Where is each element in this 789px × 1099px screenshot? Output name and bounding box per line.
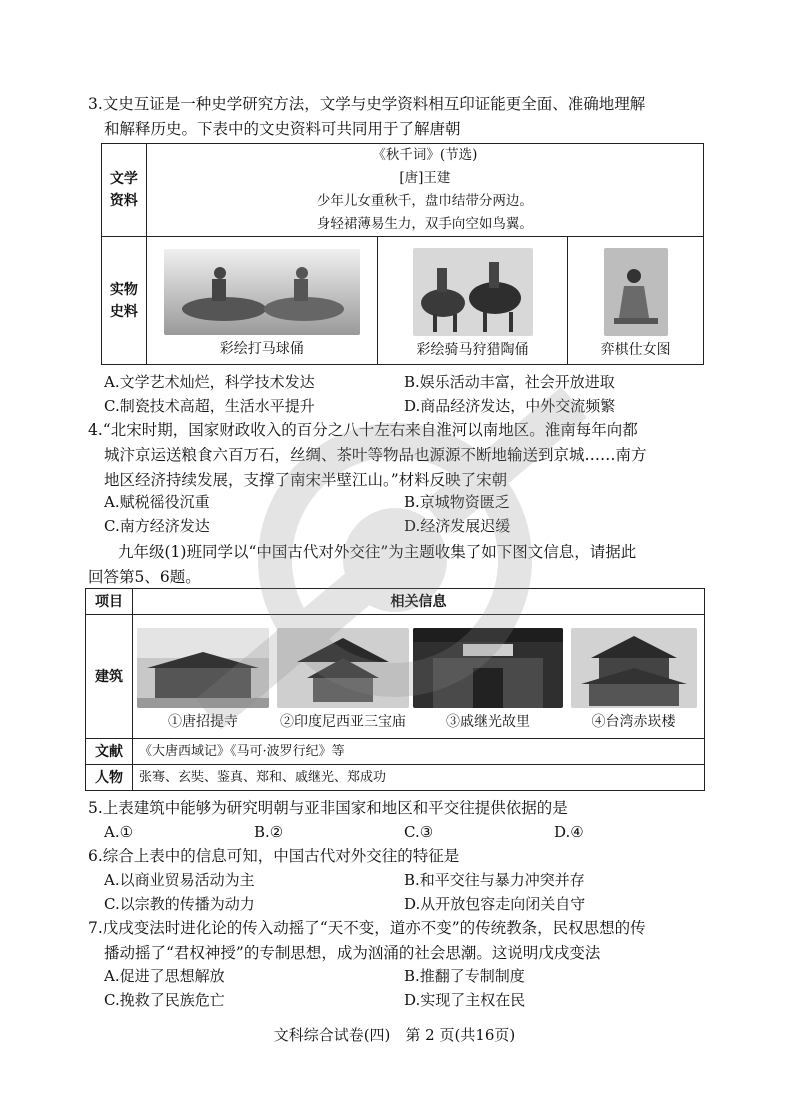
q3-stem-line1: 3.文史互证是一种史学研究方法，文学与史学资料相互印证能更全面、准确地理解 <box>88 95 646 113</box>
foreign-relations-table <box>85 588 705 791</box>
q4-line1: 4.“北宋时期，国家财政收入的百分之八十左右来自淮河以南地区。淮南每年向都 <box>88 421 638 439</box>
q5-6-intro <box>88 540 708 590</box>
toshodaiji-image <box>137 628 269 708</box>
building-4-caption: ④台湾赤崁楼 <box>591 713 676 730</box>
poem-title: 《秋千词》(节选) <box>372 147 478 163</box>
q3-material-table <box>101 143 704 365</box>
q7-line2: 播动摇了“君权神授”的专制思想，成为汹涌的社会思潮。这说明戊戌变法 <box>104 944 601 962</box>
q7-line1: 7.戊戌变法时进化论的传入动摇了“天不变，道亦不变”的传统教条，民权思想的传 <box>88 919 646 937</box>
artifact-1-cell <box>146 237 377 365</box>
fort-provintia-image <box>571 628 697 708</box>
q3-option-c[interactable]: C.制瓷技术高超，生活水平提升 <box>104 397 315 415</box>
building-3-cell <box>413 615 563 739</box>
q6-option-a[interactable]: A.以商业贸易活动为主 <box>104 871 255 889</box>
q4-option-a[interactable]: A.赋税徭役沉重 <box>104 493 210 511</box>
artifact-3-caption: 弈棋仕女图 <box>600 341 671 358</box>
q4-options <box>104 490 704 538</box>
q7-options <box>104 964 704 1012</box>
intro-line2: 回答第5、6题。 <box>88 568 201 586</box>
q6-options <box>104 868 704 916</box>
building-4-cell <box>563 615 705 739</box>
artifact-3-cell <box>568 237 704 365</box>
row-docs-label: 文献 <box>86 739 133 765</box>
row-building-label: 建筑 <box>86 615 133 739</box>
chess-lady-painting-image <box>604 248 668 336</box>
question-3-stem <box>88 92 708 142</box>
q3-option-d[interactable]: D.商品经济发达，中外交流频繁 <box>404 397 616 415</box>
building-1-caption: ①唐招提寺 <box>168 713 238 730</box>
q5-option-c[interactable]: C.③ <box>404 823 434 841</box>
question-7-stem <box>88 916 708 966</box>
building-2-caption: ②印度尼西亚三宝庙 <box>280 713 406 730</box>
q6-option-c[interactable]: C.以宗教的传播为动力 <box>104 895 255 913</box>
artifact-1-caption: 彩绘打马球俑 <box>219 340 304 357</box>
poem-author: [唐]王建 <box>399 170 451 186</box>
q3-options <box>104 370 704 418</box>
q5-option-a[interactable]: A.① <box>104 823 134 841</box>
q7-option-a[interactable]: A.促进了思想解放 <box>104 967 225 985</box>
row-people-label: 人物 <box>86 765 133 791</box>
q3-option-b[interactable]: B.娱乐活动丰富，社会开放进取 <box>404 373 615 391</box>
building-2-cell <box>273 615 413 739</box>
q6-stem: 6.综合上表中的信息可知，中国古代对外交往的特征是 <box>88 847 460 865</box>
q7-option-d[interactable]: D.实现了主权在民 <box>404 991 526 1009</box>
poem-line-1: 少年儿女重秋千，盘巾结带分两边。 <box>316 193 533 209</box>
lit-label-1: 文学 <box>109 171 138 187</box>
q5-options <box>104 820 704 844</box>
docs-value: 《大唐西域记》《马可·波罗行纪》等 <box>133 739 705 765</box>
q4-option-b[interactable]: B.京城物资匮乏 <box>404 493 510 511</box>
lit-label-2: 资料 <box>109 193 138 209</box>
q5-stem: 5.上表建筑中能够为研究明朝与亚非国家和地区和平交往提供依据的是 <box>88 799 568 817</box>
obj-label-1: 实物 <box>109 281 138 298</box>
q6-option-b[interactable]: B.和平交往与暴力冲突并存 <box>404 871 585 889</box>
hunting-figurines-image <box>413 248 533 336</box>
question-6-stem <box>88 844 708 869</box>
obj-label-cell <box>102 237 147 365</box>
q5-option-b[interactable]: B.② <box>254 823 284 841</box>
obj-label-2: 史料 <box>109 303 138 320</box>
qi-jiguang-hometown-image <box>413 628 563 708</box>
intro-line1: 九年级(1)班同学以“中国古代对外交往”为主题收集了如下图文信息，请据此 <box>118 543 637 561</box>
q6-option-d[interactable]: D.从开放包容走向闭关自守 <box>404 895 586 913</box>
artifact-2-caption: 彩绘骑马狩猎陶俑 <box>416 341 529 358</box>
q4-line3: 地区经济持续发展，支撑了南宋半壁江山。”材料反映了宋朝 <box>104 471 508 489</box>
q7-option-b[interactable]: B.推翻了专制制度 <box>404 967 525 985</box>
q5-option-d[interactable]: D.④ <box>554 823 584 841</box>
question-4-stem <box>88 418 708 493</box>
building-3-caption: ③戚继光故里 <box>446 713 530 730</box>
col-header-item: 项目 <box>86 589 133 615</box>
q3-stem-line2: 和解释历史。下表中的文史资料可共同用于了解唐朝 <box>104 120 461 138</box>
lit-label-cell <box>102 144 147 237</box>
q7-option-c[interactable]: C.挽救了民族危亡 <box>104 991 225 1009</box>
q4-option-c[interactable]: C.南方经济发达 <box>104 517 210 535</box>
page-footer: 文科综合试卷(四) 第 2 页(共16页) <box>273 1026 516 1044</box>
building-1-cell <box>133 615 274 739</box>
poem-line-2: 身轻裙薄易生力，双手向空如鸟翼。 <box>316 216 533 232</box>
question-5-stem <box>88 796 708 821</box>
q4-line2: 城汴京运送粮食六百万石，丝绸、茶叶等物品也源源不断地输送到京城……南方 <box>104 446 647 464</box>
sam-poo-kong-image <box>277 628 409 708</box>
q4-option-d[interactable]: D.经济发展迟缓 <box>404 517 511 535</box>
artifact-2-cell <box>377 237 568 365</box>
q3-option-a[interactable]: A.文学艺术灿烂，科学技术发达 <box>104 373 315 391</box>
polo-figurines-image <box>164 249 360 335</box>
people-value: 张骞、玄奘、鉴真、郑和、戚继光、郑成功 <box>133 765 705 791</box>
col-header-info: 相关信息 <box>133 589 705 615</box>
poem-cell <box>146 144 703 237</box>
